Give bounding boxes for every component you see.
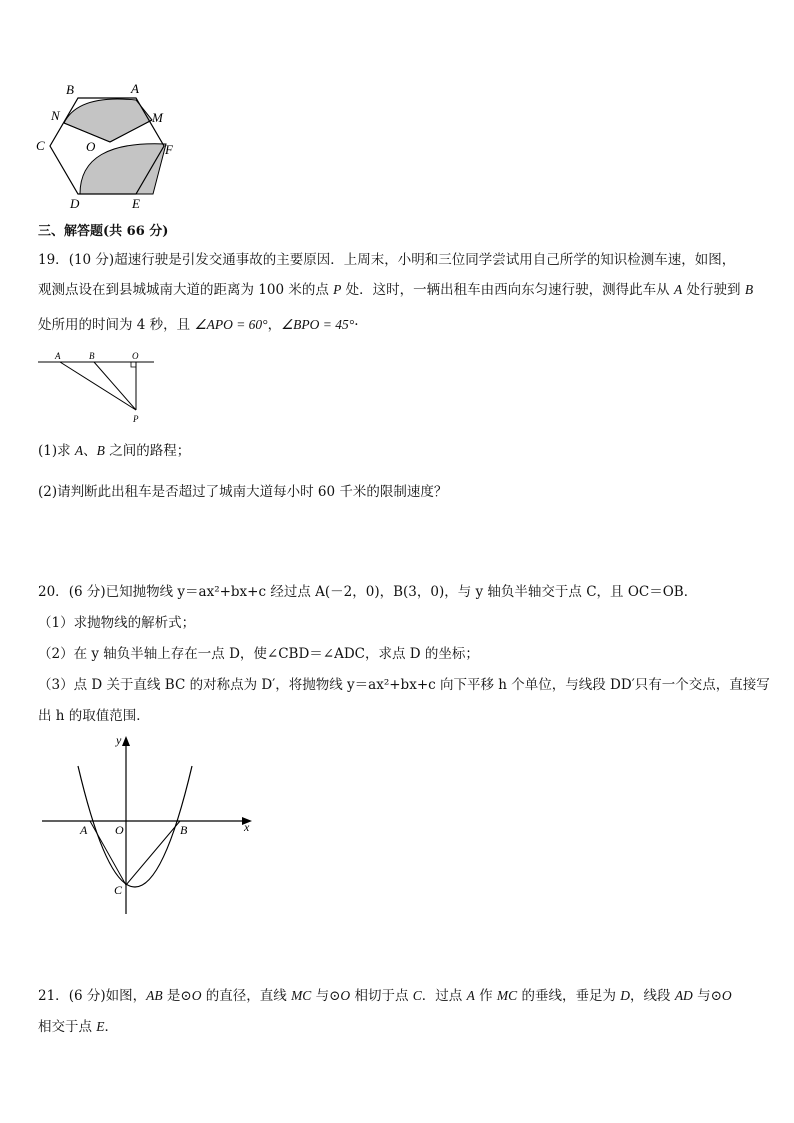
q19-figure — [38, 348, 158, 428]
q20-sub3b: 出 h 的取值范围． — [38, 708, 150, 724]
q19-line1 — [38, 250, 735, 270]
q20-fig-label-x: x — [244, 820, 250, 834]
q21-var-mc2: MC — [496, 988, 518, 1003]
q19-fig-label-b: B — [89, 351, 95, 361]
q19-text-1: 超速行驶是引发交通事故的主要原因．上周末，小明和三位同学尝试用自己所学的知识检测车速，如图， — [114, 252, 736, 268]
q21-t3: 的直径，直线 — [201, 988, 292, 1004]
q19-var-p: P — [333, 282, 342, 297]
q19-number: 19． — [38, 252, 69, 268]
q19-sep: ， — [267, 317, 282, 333]
q20-sub1: （1）求抛物线的解析式； — [38, 615, 196, 631]
q21-t1: 如图， — [105, 988, 147, 1004]
q21-t12: ． — [104, 1019, 119, 1035]
q21-t11: 相交于点 — [38, 1019, 97, 1035]
q20-fig-label-a: A — [80, 823, 88, 837]
q19-line2 — [38, 280, 753, 300]
q21-line2 — [38, 1017, 118, 1037]
hex-label-d: D — [70, 196, 80, 211]
q20-fig-label-c: C — [114, 883, 123, 897]
q21-t10: 与⊙ — [692, 988, 722, 1004]
q21-var-ad: AD — [674, 988, 693, 1003]
q19-text-2c: 处行驶到 — [682, 282, 745, 298]
q21-var-o2: O — [340, 988, 351, 1003]
q21-number: 21． — [38, 988, 69, 1004]
q20-score: (6 分) — [68, 584, 106, 600]
q19-sub1-var-a: A — [74, 443, 84, 458]
q19-sub1-b: 、 — [83, 443, 97, 459]
q20-fig-label-b: B — [180, 823, 188, 837]
q20-line1 — [38, 582, 697, 602]
q19-angle-apo: ∠APO = 60° — [194, 317, 268, 332]
hex-label-b: B — [66, 82, 74, 97]
q21-var-a: A — [466, 988, 475, 1003]
q21-t5: 相切于点 — [350, 988, 413, 1004]
q19-score: (10 分) — [68, 252, 115, 268]
q19-var-b: B — [744, 282, 754, 297]
q19-var-a: A — [673, 282, 683, 297]
q20-sub3: （3）点 D 关于直线 BC 的对称点为 D′，将抛物线 y＝ax²+bx+c 向下平移 h 个单位，与线段 DD′只有一个交点，直接写 — [38, 677, 770, 693]
q19-sub1-a: (1)求 — [38, 443, 75, 459]
q20-fig-label-y: y — [116, 733, 122, 747]
q19-sub1 — [38, 441, 190, 461]
q21-var-e: E — [96, 1019, 105, 1034]
q21-t4: 与⊙ — [311, 988, 341, 1004]
q21-t9: ，线段 — [630, 988, 675, 1004]
q21-var-o3: O — [721, 988, 732, 1003]
hex-label-a: A — [131, 81, 139, 96]
q19-sub1-var-b: B — [96, 443, 105, 458]
hex-label-f: F — [165, 142, 173, 157]
q19-angle-bpo: ∠BPO = 45° — [281, 317, 355, 332]
hex-label-e: E — [132, 196, 140, 211]
section-title: 三、解答题(共 66 分) — [38, 224, 169, 239]
q20-sub2: （2）在 y 轴负半轴上存在一点 D，使∠CBD＝∠ADC，求点 D 的坐标； — [38, 646, 479, 662]
q19-sub1-c: 之间的路程； — [104, 443, 191, 459]
q19-line3 — [38, 315, 358, 335]
q19-sub2: (2)请判断此出租车是否超过了城南大道每小时 60 千米的限制速度？ — [38, 484, 448, 500]
q19-fig-label-p: P — [133, 414, 139, 424]
q21-var-o: O — [191, 988, 202, 1003]
q21-var-c: C — [412, 988, 422, 1003]
q21-t7: 作 — [474, 988, 497, 1004]
q19-text-2b: 处．这时，一辆出租车由西向东匀速行驶，测得此车从 — [341, 282, 674, 298]
q21-line1 — [38, 986, 732, 1006]
hexagon-figure — [28, 80, 188, 215]
shaded-sector-top — [64, 99, 152, 142]
q21-t8: 的垂线，垂足为 — [517, 988, 621, 1004]
q19-fig-label-o: O — [132, 351, 139, 361]
hex-label-m: M — [152, 110, 163, 125]
q21-var-mc: MC — [291, 988, 312, 1003]
q21-t6: ．过点 — [421, 988, 467, 1004]
q21-t2: 是⊙ — [162, 988, 192, 1004]
q19-end: · — [354, 317, 359, 333]
q21-score: (6 分) — [68, 988, 106, 1004]
q20-fig-label-o: O — [115, 823, 124, 837]
q19-fig-label-a: A — [55, 351, 61, 361]
q19-text-3a: 处所用的时间为 4 秒，且 — [38, 317, 195, 333]
hex-label-n: N — [51, 108, 60, 123]
hex-label-o: O — [86, 139, 96, 154]
q21-var-d: D — [620, 988, 631, 1003]
q20-figure — [38, 730, 263, 920]
q19-text-2a: 观测点设在到县城城南大道的距离为 100 米的点 — [38, 282, 334, 298]
q20-text-1: 已知抛物线 y＝ax²+bx+c 经过点 A(－2，0)，B(3，0)，与 y 轴负半轴交于点 C，且 OC＝OB． — [105, 584, 698, 600]
q21-var-ab: AB — [146, 988, 163, 1003]
hex-label-c: C — [36, 138, 45, 153]
q20-number: 20． — [38, 584, 69, 600]
